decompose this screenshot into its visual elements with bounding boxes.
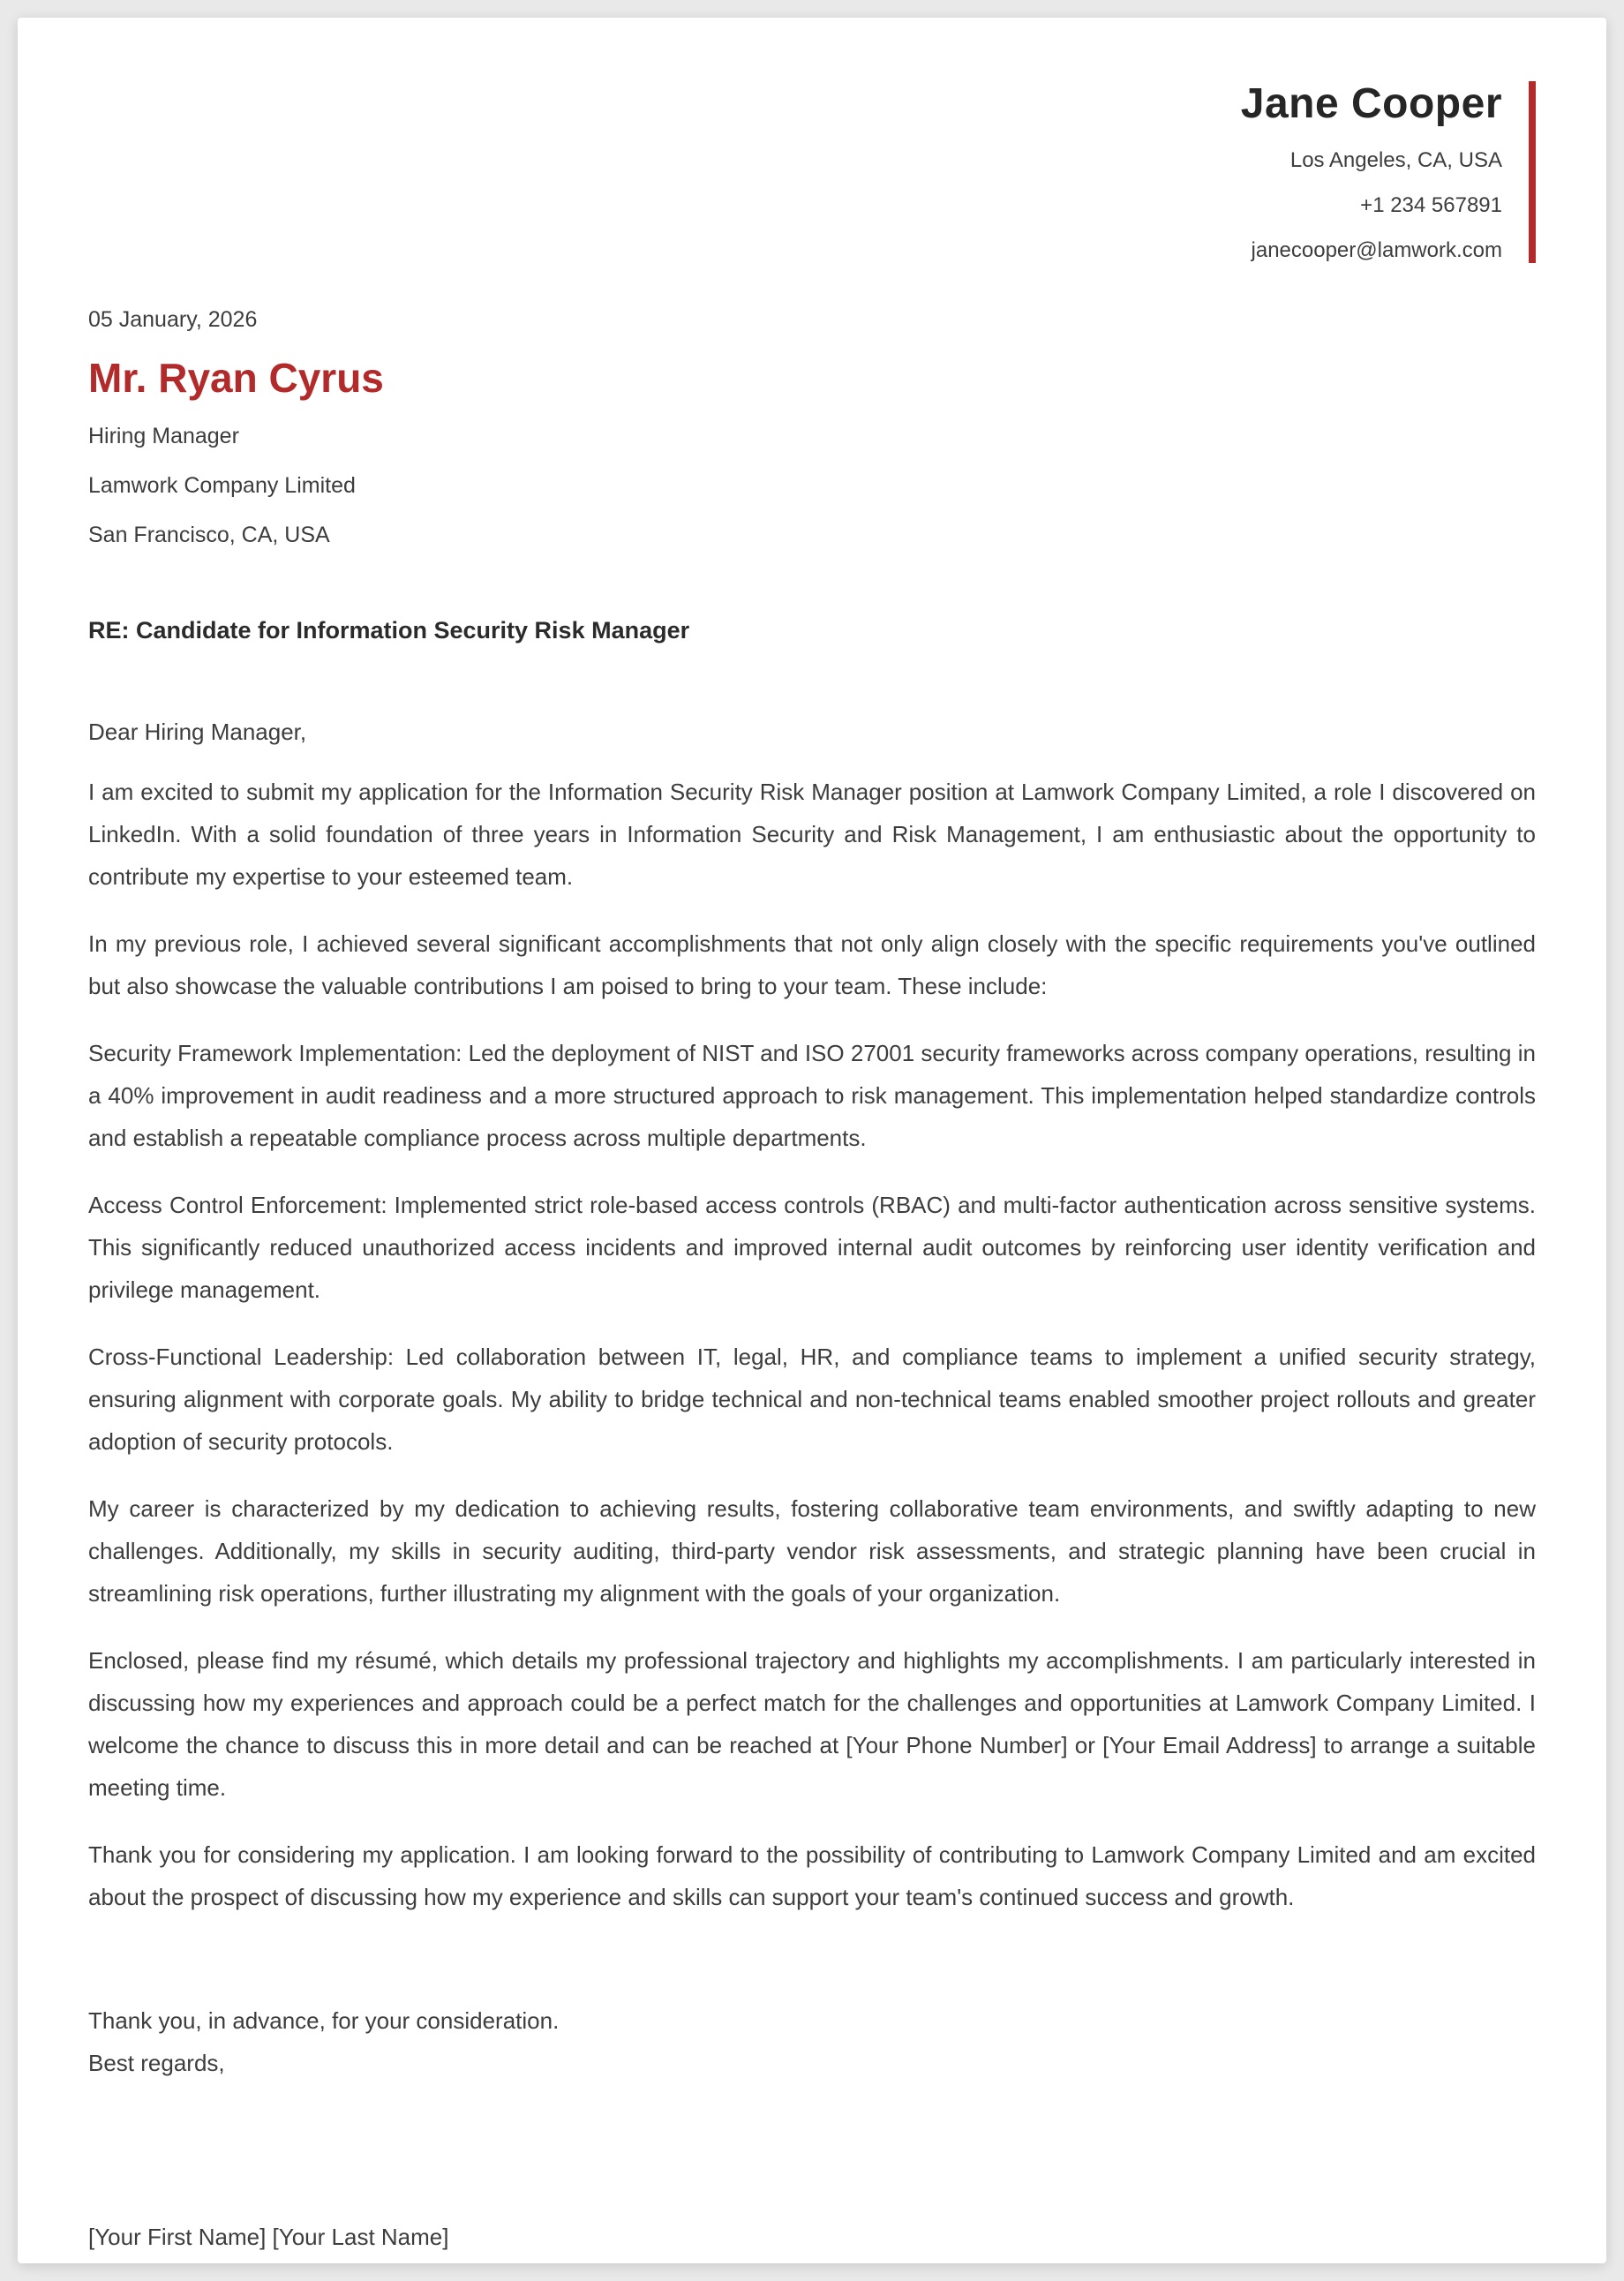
- letter-paragraph: Access Control Enforcement: Implemented strict role-based access controls (RBAC) and multi-factor authentication across sensitive systems. This significantly reduced unauthorized access incidents and improved internal audit outcomes by reinforcing user identity verification and privilege management.: [88, 1192, 1536, 1304]
- sender-phone: +1 234 567891: [1360, 192, 1502, 217]
- signature-placeholder: [Your First Name] [Your Last Name]: [88, 2224, 449, 2251]
- recipient-title: Hiring Manager: [88, 424, 239, 449]
- recipient-company: Lamwork Company Limited: [88, 473, 356, 499]
- letter-date: 05 January, 2026: [88, 306, 258, 332]
- sender-contact-block: [88, 81, 1536, 263]
- sender-contact-inner: [1241, 81, 1536, 263]
- sender-location: Los Angeles, CA, USA: [1289, 147, 1502, 172]
- closing-thanks: Thank you, in advance, for your consideration.: [88, 2007, 560, 2035]
- closing-block: [88, 1999, 1536, 2084]
- letter-paragraph: I am excited to submit my application for the Information Security Risk Manager position at Lamwork Company Limited, a role I discovered on LinkedIn. With a solid foundation of three years in Information Security and Risk Management, I am enthusiastic about the opportunity to contribute my expertise to your esteemed team.: [88, 779, 1536, 891]
- recipient-name: Mr. Ryan Cyrus: [88, 354, 384, 401]
- recipient-block: [88, 356, 1536, 549]
- recipient-location: San Francisco, CA, USA: [88, 523, 330, 548]
- letter-paragraph: My career is characterized by my dedication to achieving results, fostering collaborative team environments, and swiftly adapting to new challenges. Additionally, my skills in security auditing, third-party vendor risk assessments, and strategic planning have been crucial in streamlining risk operations, further illustrating my alignment with the goals of your organization.: [88, 1495, 1536, 1607]
- letter-subject: RE: Candidate for Information Security Risk Manager: [88, 617, 690, 644]
- letter-paragraph: Security Framework Implementation: Led the deployment of NIST and ISO 27001 security frameworks across company operations, resulting in a 40% improvement in audit readiness and a more structured approach to risk management. This implementation helped standardize controls and establish a repeatable compliance process across multiple departments.: [88, 1040, 1536, 1152]
- sender-name: Jane Cooper: [1240, 80, 1502, 127]
- letter-paragraph: Cross-Functional Leadership: Led collaboration between IT, legal, HR, and compliance teams to implement a unified security strategy, ensuring alignment with corporate goals. My ability to bridge technical and non-technical teams enabled smoother project rollouts and greater adoption of security protocols.: [88, 1344, 1536, 1456]
- letter-paragraph: Thank you for considering my application. I am looking forward to the possibility of contributing to Lamwork Company Limited and am excited about the prospect of discussing how my experience and skills can support your team's continued success and growth.: [88, 1841, 1536, 1911]
- letter-paragraph: In my previous role, I achieved several significant accomplishments that not only align closely with the specific requirements you've outlined but also showcase the valuable contributions I am poised to bring to your team. These include:: [88, 930, 1536, 1000]
- letter-body: [88, 771, 1536, 1918]
- sender-email: janecooper@lamwork.com: [1251, 237, 1502, 262]
- letter-page: [18, 18, 1606, 2263]
- letter-paragraph: Enclosed, please find my résumé, which details my professional trajectory and highlights my accomplishments. I am particularly interested in discussing how my experiences and approach could be a perfect match for the challenges and opportunities at Lamwork Company Limited. I welcome the chance to discuss this in more detail and can be reached at [Your Phone Number] or [Your Email Address] to arrange a suitable meeting time.: [88, 1647, 1536, 1802]
- letter-salutation: Dear Hiring Manager,: [88, 719, 307, 746]
- closing-regards: Best regards,: [88, 2050, 225, 2077]
